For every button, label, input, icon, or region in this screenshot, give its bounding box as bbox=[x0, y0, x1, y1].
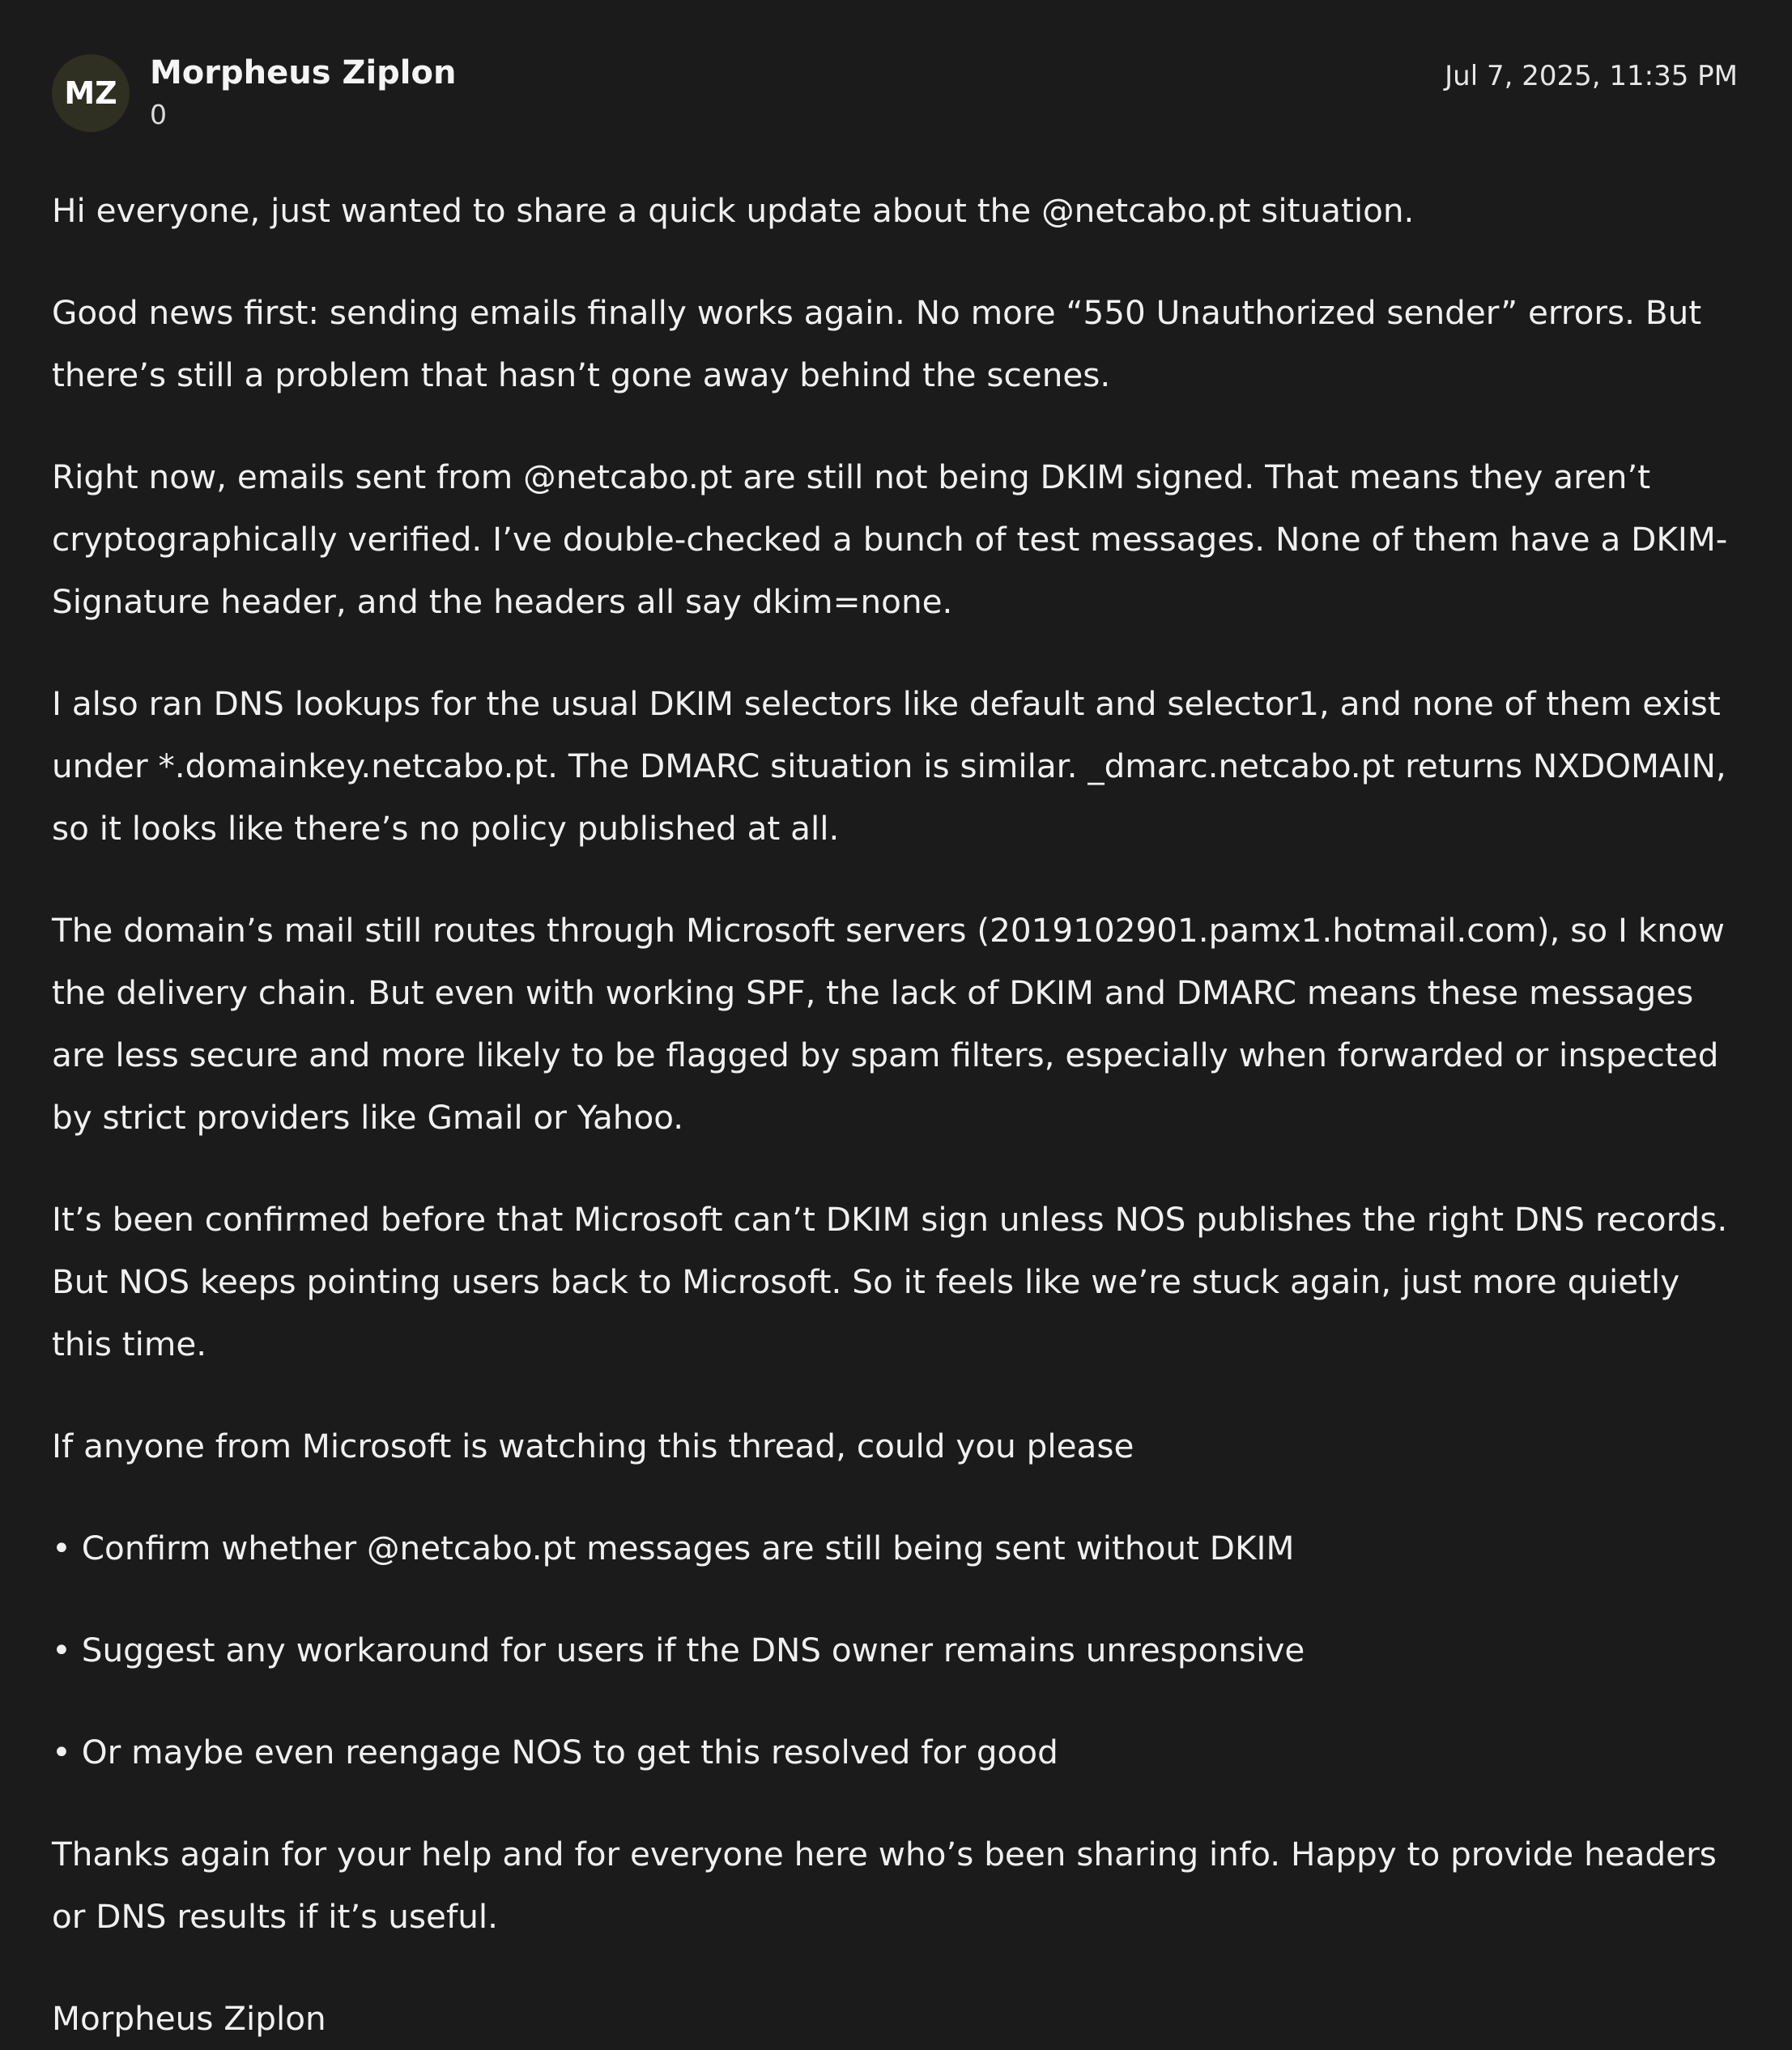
paragraph-dns-lookups: I also ran DNS lookups for the usual DKIM selectors like default and selector1, and none of them exist under *.domainkey.netcabo.pt. The DMARC situation is similar. _dmarc.netcabo.pt returns NXDOMAIN, so it looks like there’s no policy published at all. bbox=[52, 684, 1726, 848]
list-item: • Or maybe even reengage NOS to get this resolved for good bbox=[52, 1733, 1058, 1771]
paragraph-request: If anyone from Microsoft is watching this thread, could you please bbox=[52, 1427, 1134, 1465]
list-item: • Suggest any workaround for users if the DNS owner remains unresponsive bbox=[52, 1631, 1305, 1669]
paragraph-routing: The domain’s mail still routes through Microsoft servers (2019102901.pamx1.hotmail.com), so I know the delivery chain. But even with working SPF, the lack of DKIM and DMARC means these messages are less secure and more likely to be flagged by spam filters, especially when forwarded or inspected by strict providers like Gmail or Yahoo. bbox=[52, 911, 1725, 1137]
paragraph-intro: Hi everyone, just wanted to share a quick update about the @netcabo.pt situation. bbox=[52, 191, 1415, 230]
author-name[interactable]: Morpheus Ziplon bbox=[150, 54, 457, 91]
post-header bbox=[52, 52, 1738, 141]
paragraph-thanks: Thanks again for your help and for everyone here who’s been sharing info. Happy to provide headers or DNS results if it’s useful. bbox=[52, 1835, 1717, 1936]
signature: Morpheus Ziplon bbox=[52, 1999, 326, 2038]
paragraph-good-news: Good news first: sending emails finally works again. No more “550 Unauthorized sender” errors. But there’s still a problem that hasn’t gone away behind the scenes. bbox=[52, 293, 1702, 394]
list-item: • Confirm whether @netcabo.pt messages are still being sent without DKIM bbox=[52, 1529, 1295, 1567]
author-reputation: 0 bbox=[150, 99, 167, 130]
post-body bbox=[52, 180, 1738, 2050]
paragraph-nos: It’s been confirmed before that Microsoft can’t DKIM sign unless NOS publishes the right DNS records. But NOS keeps pointing users back to Microsoft. So it feels like we’re stuck again, just more quietly this time. bbox=[52, 1200, 1728, 1363]
avatar[interactable]: MZ bbox=[52, 54, 130, 132]
post-timestamp: Jul 7, 2025, 11:35 PM bbox=[1445, 60, 1738, 92]
paragraph-dkim: Right now, emails sent from @netcabo.pt are still not being DKIM signed. That means they aren’t cryptographically verified. I’ve double-checked a bunch of test messages. None of them have a DKIM-Signature header, and the headers all say dkim=none. bbox=[52, 457, 1728, 621]
